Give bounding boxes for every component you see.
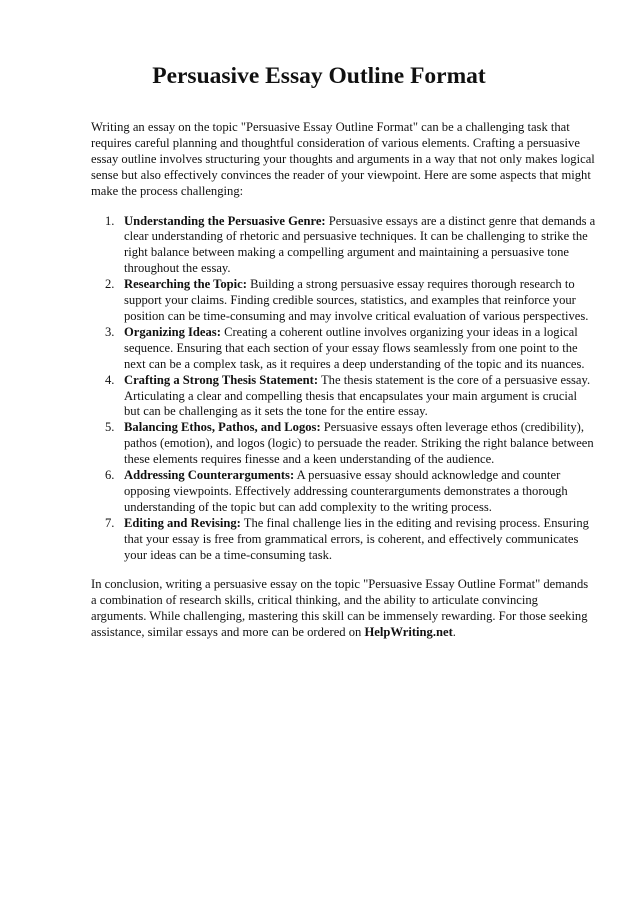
list-item-text: Persuasive essays often leverage ethos (credibility), pathos (emotion), and logos (logic) to persuade the reader. Striking the right balance between these elements requires finesse and a keen understanding of the audience. [124,420,594,467]
list-item-number: 7. [105,515,115,530]
page-title: Persuasive Essay Outline Format [152,63,486,89]
list-item-text: Building a strong persuasive essay requires thorough research to support your claims. Finding credible sources, statistics, and examples that reinforce your position can be time-consuming and may involve critical evaluation of various perspectives. [124,277,589,323]
list-item-heading: Balancing Ethos, Pathos, and Logos: [124,420,321,435]
challenges-list [91,214,596,564]
conclusion-end: . [452,625,456,640]
list-item-text: Creating a coherent outline involves organizing your ideas in a logical sequence. Ensuring that each section of your essay flows seamlessly from one point to the next can be a complex task, as it requires a deep understanding of the topic and its nuances. [124,324,585,371]
intro-paragraph: Writing an essay on the topic "Persuasive Essay Outline Format" can be a challenging task that requires careful planning and thoughtful consideration of various elements. Crafting a persuasive essay outline involves structuring your thoughts and arguments in a way that not only makes logical sense but also effectively convinces the reader of your viewpoint. Here are some aspects that might make the process challenging: [91,120,595,198]
list-item-text: The final challenge lies in the editing and revising process. Ensuring that your essay is free from grammatical errors, is coherent, and effectively communicates your ideas can be a time-consuming task. [124,515,589,562]
list-item-number: 5. [105,420,115,435]
list-item [91,516,596,564]
list-item [91,277,596,325]
conclusion-paragraph [91,577,596,641]
list-item-number: 2. [105,277,115,292]
list-item [91,373,596,421]
list-item [91,420,596,468]
list-item-heading: Addressing Counterarguments: [124,468,295,483]
list-item-heading: Organizing Ideas: [124,324,221,339]
list-item-heading: Editing and Revising: [124,515,241,530]
list-item-text: Persuasive essays are a distinct genre that demands a clear understanding of rhetoric and persuasive techniques. It can be challenging to strike the right balance between making a compelling argument and maintaining a persuasive tone throughout the essay. [124,213,596,276]
list-item [91,468,596,516]
list-item-number: 1. [105,213,115,228]
list-item-heading: Researching the Topic: [124,277,247,292]
list-item-text: A persuasive essay should acknowledge and counter opposing viewpoints. Effectively addressing counterarguments demonstrates a thorough understanding of the topic but can add complexity to the writing process. [124,468,568,514]
list-item-heading: Understanding the Persuasive Genre: [124,213,326,228]
list-item-number: 3. [105,324,115,339]
list-item-text: The thesis statement is the core of a persuasive essay. Articulating a clear and compelling thesis that encapsulates your main argument is crucial but can be challenging as it sets the tone for the entire essay. [124,372,591,419]
document-body [91,120,596,641]
list-item-number: 6. [105,468,115,483]
list-item [91,325,596,373]
helpwriting-link[interactable]: HelpWriting.net [364,625,453,640]
list-item [91,214,596,278]
list-item-heading: Crafting a Strong Thesis Statement: [124,372,319,387]
list-item-number: 4. [105,372,115,387]
conclusion-text: In conclusion, writing a persuasive essay on the topic "Persuasive Essay Outline Format" demands a combination of research skills, critical thinking, and the ability to articulate convincing arguments. While challenging, mastering this skill can be immensely rewarding. For those seeking assistance, similar essays and more can be ordered on [91,577,589,640]
